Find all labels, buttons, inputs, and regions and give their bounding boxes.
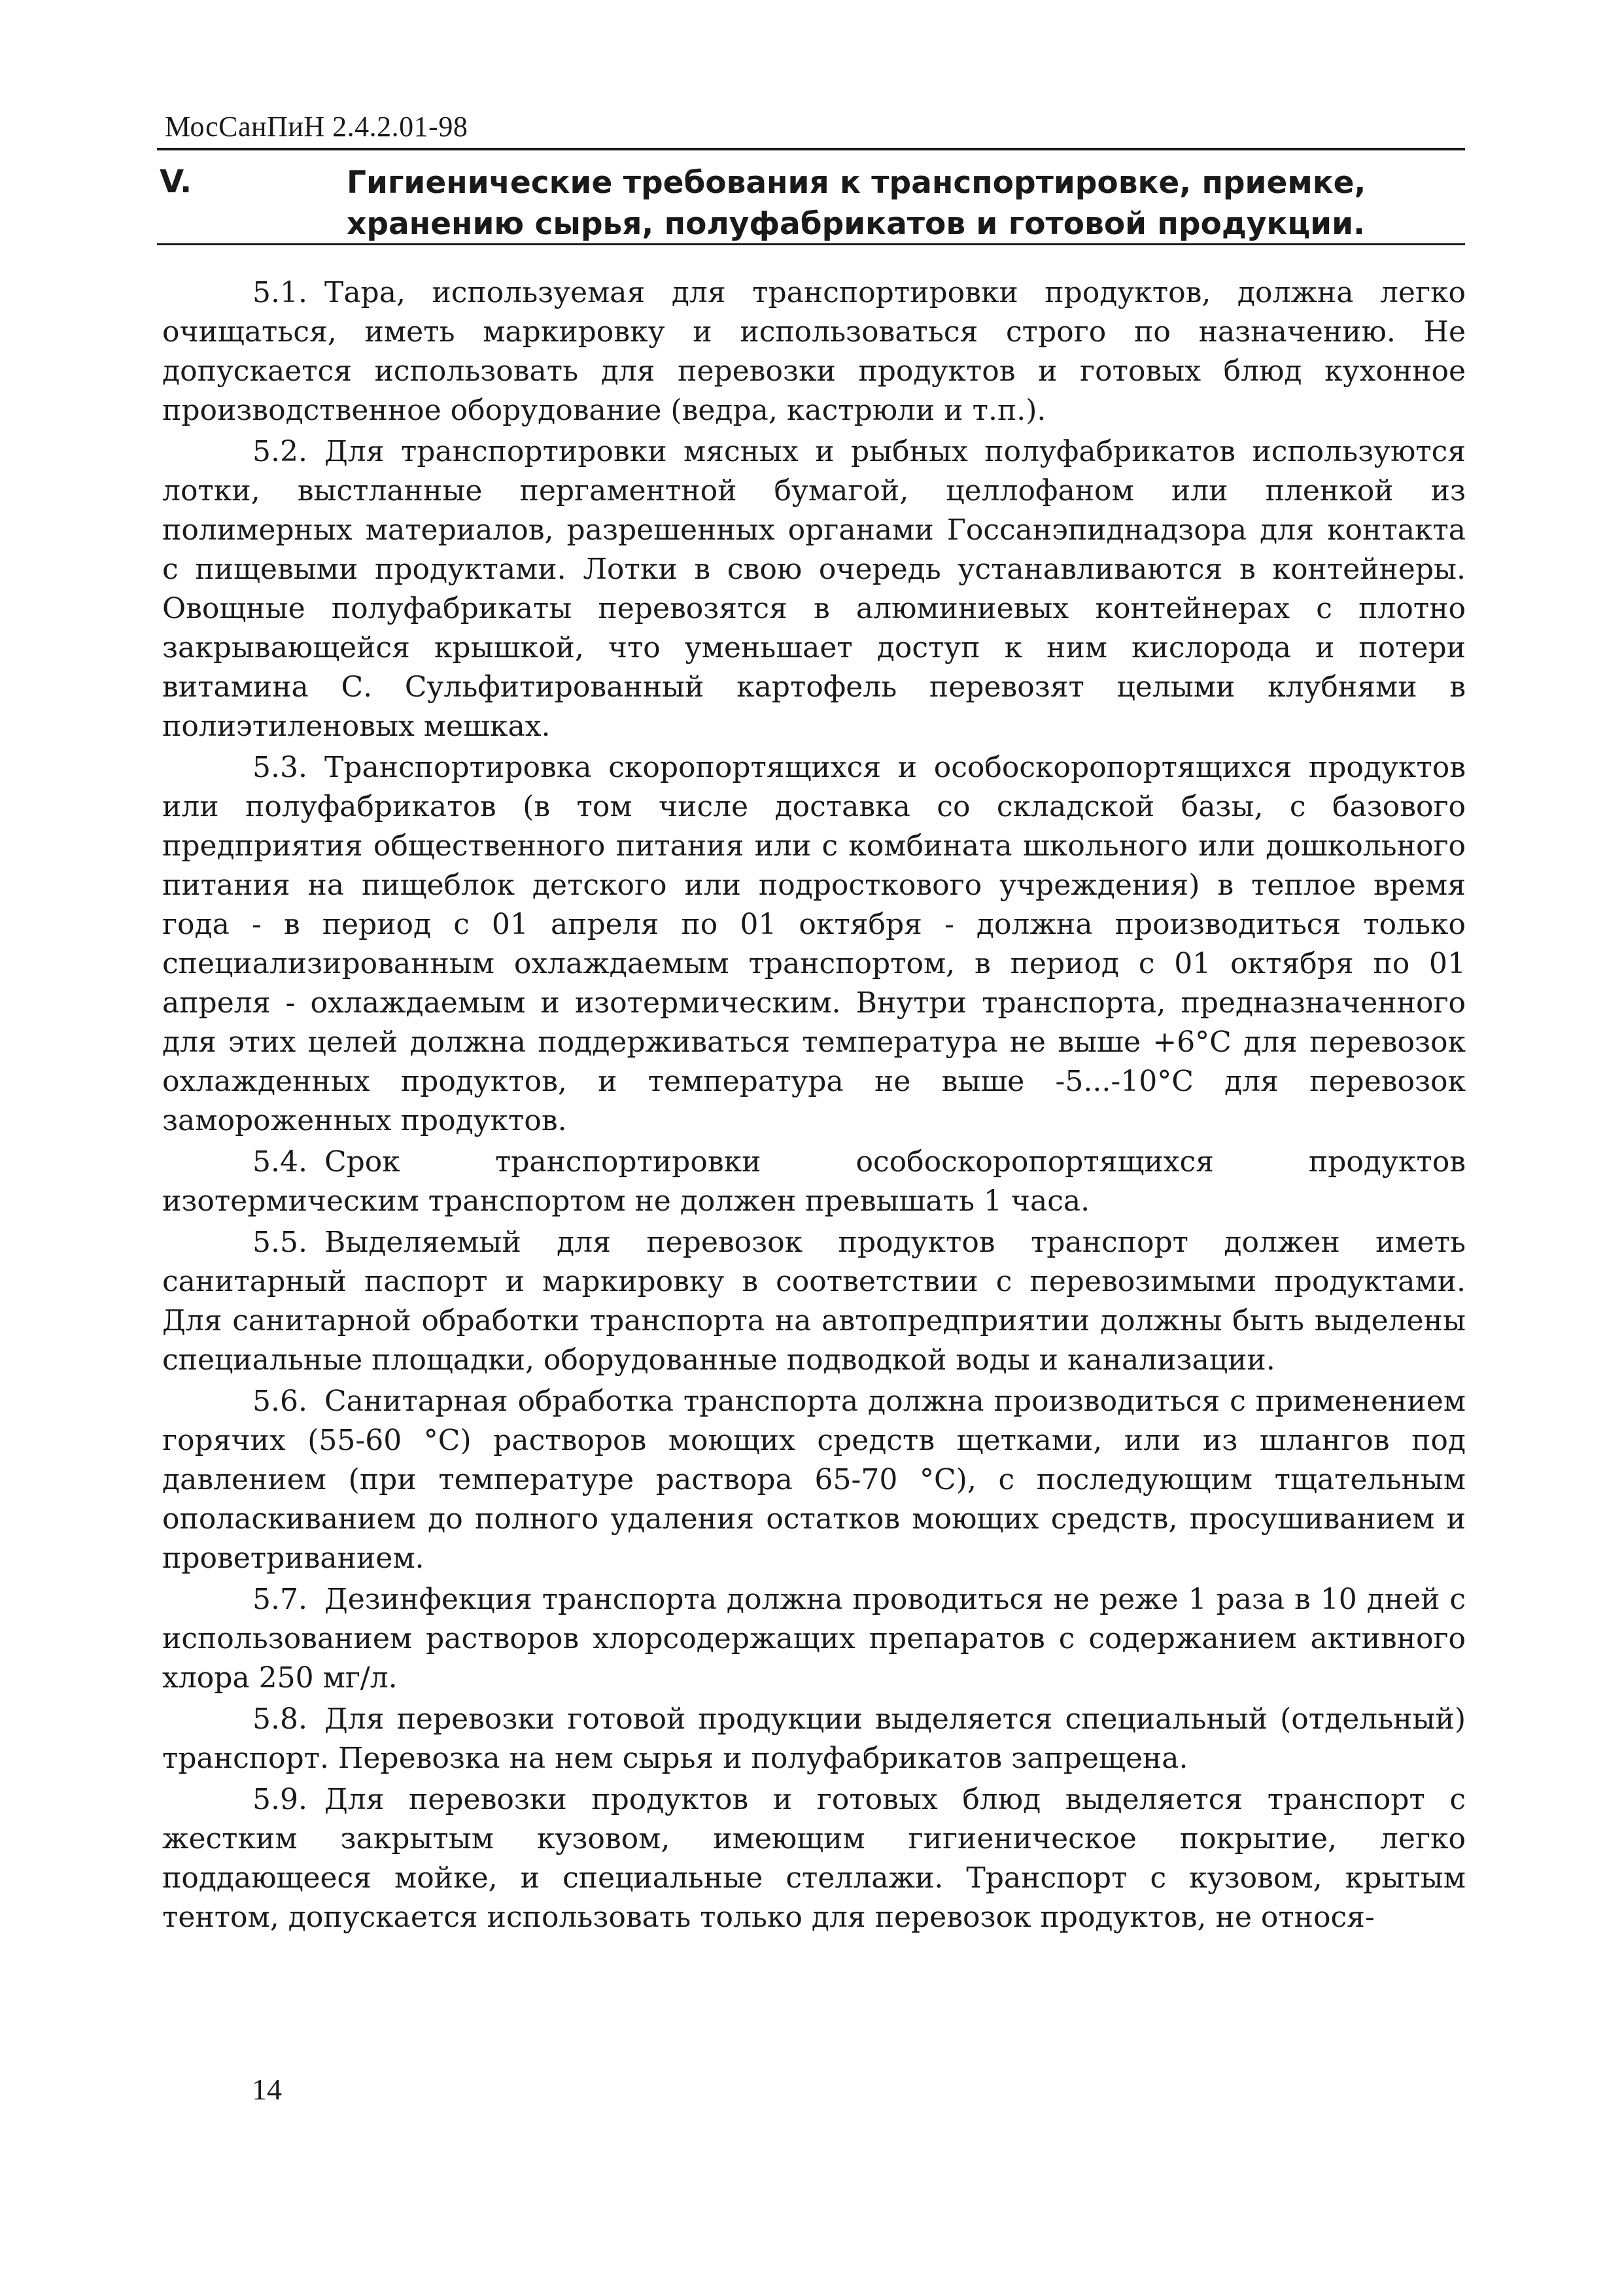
paragraph-text: Дезинфекция транспорта должна проводиться не реже 1 раза в 10 дней с использованием растворов хлорсодержащих препаратов с содержанием активного хлора 250 мг/л. bbox=[162, 1583, 1466, 1695]
header-top-rule bbox=[157, 148, 1465, 150]
paragraph-text: Транспортировка скоропортящихся и особоскоропортящихся продуктов или полуфабрикатов (в том числе доставка со складской базы, с базового предприятия общественного питания или с комбината школьного или дошкольного питания на пищеблок детского или подросткового учреждения) в теплое время года - в период с 01 апреля по 01 октября - должна производиться только специализированным охлаждаемым транспортом, в период с 01 октября по 01 апреля - охлаждаемым и изотермическим. Внутри транспорта, предназначенного для этих целей должна поддерживаться температура не выше +6°С для перевозок охлажденных продуктов, и температура не выше -5...-10°С для перевозок замороженных продуктов. bbox=[162, 751, 1466, 1137]
paragraph-number: 5.2. bbox=[252, 435, 307, 468]
paragraph-5-4 bbox=[162, 1143, 1466, 1221]
paragraph-5-2 bbox=[162, 432, 1466, 746]
section-number: V. bbox=[160, 164, 192, 200]
paragraph-5-3 bbox=[162, 748, 1466, 1141]
paragraph-text: Выделяемый для перевозок продуктов транспорт должен иметь санитарный паспорт и маркировку в соответствии с перевозимыми продуктами. Для санитарной обработки транспорта на автопредприятии должны быть выделены специальные площадки, оборудованные подводкой воды и канализации. bbox=[162, 1226, 1466, 1377]
paragraph-5-5 bbox=[162, 1223, 1466, 1380]
paragraph-number: 5.6. bbox=[252, 1385, 307, 1418]
paragraph-5-9 bbox=[162, 1780, 1466, 1937]
paragraph-5-1 bbox=[162, 273, 1466, 430]
paragraph-number: 5.4. bbox=[252, 1145, 307, 1179]
paragraph-5-6 bbox=[162, 1382, 1466, 1578]
paragraph-number: 5.5. bbox=[252, 1226, 307, 1259]
document-code: МосСанПиН 2.4.2.01-98 bbox=[165, 111, 468, 143]
paragraph-text: Для транспортировки мясных и рыбных полуфабрикатов используются лотки, выстланные пергаментной бумагой, целлофаном или пленкой из полимерных материалов, разрешенных органами Госсанэпиднадзора для контакта с пищевыми продуктами. Лотки в свою очередь устанавливаются в контейнеры. Овощные полуфабрикаты перевозятся в алюминиевых контейнерах с плотно закрывающейся крышкой, что уменьшает доступ к ним кислорода и потери витамина С. Сульфитированный картофель перевозят целыми клубнями в полиэтиленовых мешках. bbox=[162, 435, 1466, 743]
paragraph-5-8 bbox=[162, 1700, 1466, 1778]
paragraph-text: Срок транспортировки особоскоропортящихся продуктов изотермическим транспортом не должен превышать 1 часа. bbox=[162, 1145, 1466, 1218]
section-title: Гигиенические требования к транспортировке, приемке, хранению сырья, полуфабрикатов и готовой продукции. bbox=[347, 165, 1366, 242]
paragraph-5-7 bbox=[162, 1580, 1466, 1698]
paragraph-text: Для перевозки готовой продукции выделяется специальный (отдельный) транспорт. Перевозка на нем сырья и полуфабрикатов запрещена. bbox=[162, 1702, 1466, 1775]
paragraph-number: 5.7. bbox=[252, 1583, 307, 1616]
paragraph-number: 5.3. bbox=[252, 751, 307, 784]
page-number: 14 bbox=[252, 2073, 282, 2106]
paragraph-number: 5.8. bbox=[252, 1702, 307, 1736]
section-body bbox=[162, 273, 1466, 1937]
paragraph-number: 5.1. bbox=[252, 276, 307, 309]
paragraph-text: Для перевозки продуктов и готовых блюд выделяется транспорт с жестким закрытым кузовом, имеющим гигиеническое покрытие, легко поддающееся мойке, и специальные стеллажи. Транспорт с кузовом, крытым тентом, допускается использовать только для перевозок продуктов, не относя- bbox=[162, 1783, 1466, 1934]
paragraph-text: Санитарная обработка транспорта должна производиться с применением горячих (55-60 °С) растворов моющих средств щетками, или из шлангов под давлением (при температуре раствора 65-70 °С), с последующим тщательным ополаскиванием до полного удаления остатков моющих средств, просушиванием и проветриванием. bbox=[162, 1385, 1466, 1575]
paragraph-text: Тара, используемая для транспортировки продуктов, должна легко очищаться, иметь маркировку и использоваться строго по назначению. Не допускается использовать для перевозки продуктов и готовых блюд кухонное производственное оборудование (ведра, кастрюли и т.п.). bbox=[162, 276, 1466, 427]
paragraph-number: 5.9. bbox=[252, 1783, 307, 1816]
header-bottom-rule bbox=[157, 243, 1465, 245]
